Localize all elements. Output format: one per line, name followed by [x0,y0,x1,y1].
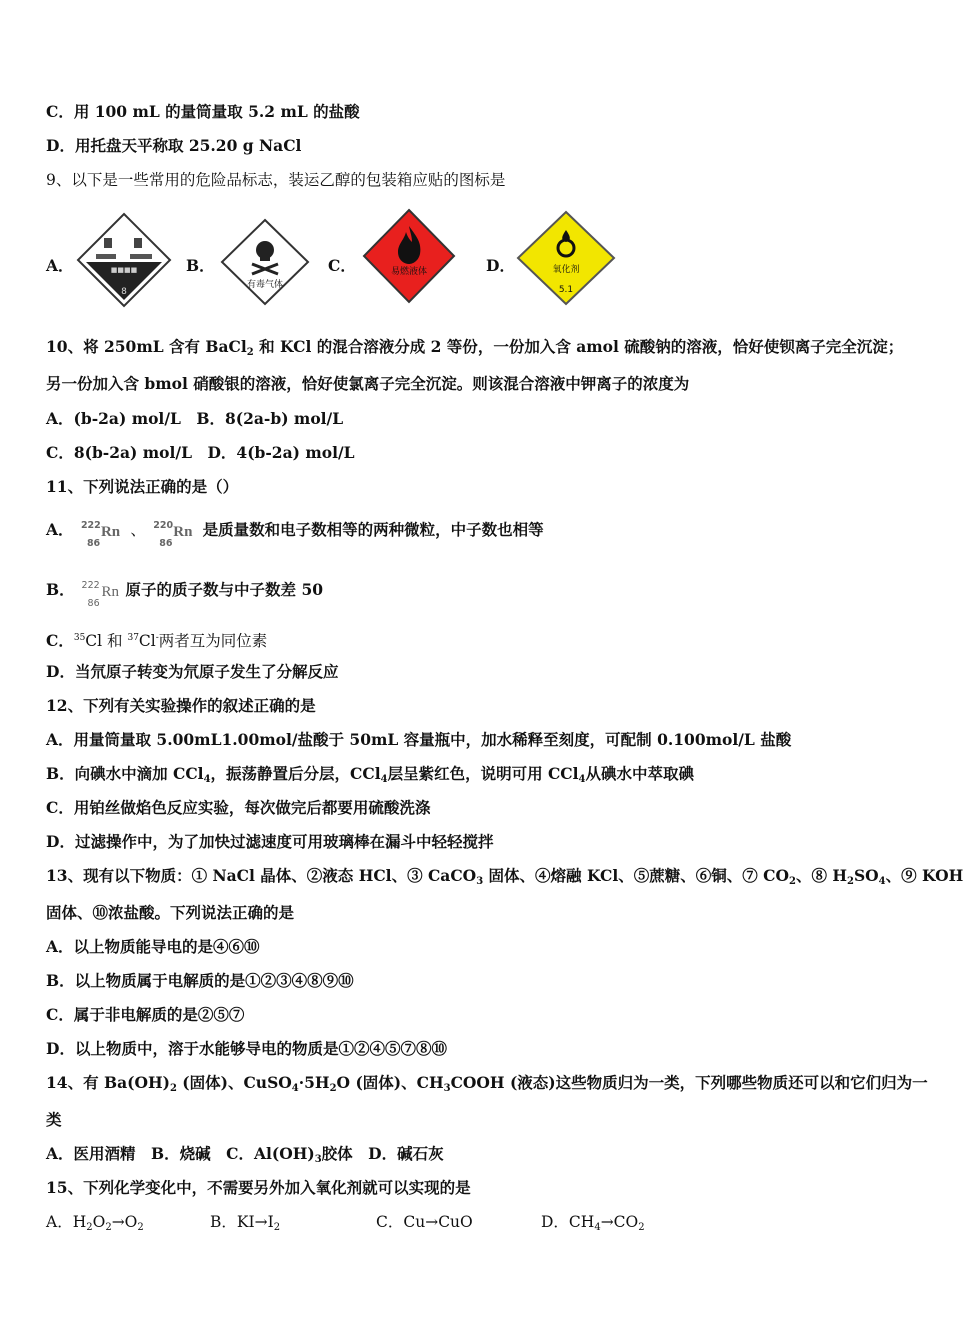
q11-option-a: A． 222 86 Rn 、 220 86 Rn 是质量数和电子数相等的两种微粒，中子数也相等 [46,520,544,549]
nuclide-rn-220: 220 86 Rn [153,520,193,549]
q11-option-d: D．当氘原子转变为氘原子发生了分解反应 [46,662,339,681]
q14-stem-line2: 类 [46,1110,62,1129]
q10-stem-line1: 10、将 250mL 含有 BaCl$_2$ 和 KCl 的混合溶液分成 2 等份，一份加入含 amol 硫酸钠的溶液，恰好使钡离子完全沉淀； [46,337,904,358]
q8-option-c: C．用 100 mL 的量筒量取 5.2 mL 的盐酸 [46,102,360,121]
q12-option-b: B．向碘水中滴加 CCl$_4$，振荡静置后分层，CCl$_4$层呈紫红色，说明可用 CCl$_4$从碘水中萃取碘 [46,764,695,785]
q13-stem-line2: 固体、⑩浓盐酸。下列说法正确的是 [46,903,295,922]
q9-option-c-letter: C． [328,256,356,275]
q10-options-cd: C．8(b-2a) mol/L D．4(b-2a) mol/L [46,443,355,462]
q15-option-b: B．$KI\to I_2$ [210,1213,281,1233]
q15-stem: 15、下列化学变化中，不需要另外加入氧化剂就可以实现的是 [46,1178,471,1197]
q9-option-d-letter: D． [486,256,515,275]
nuclide-rn-222-b: 222 86 Rn [81,580,120,609]
oxidizer-sign-icon [516,210,616,306]
q12-stem: 12、下列有关实验操作的叙述正确的是 [46,696,316,715]
flammable-liquid-sign-icon [362,208,456,304]
q9-d-class-number: 5.1 [558,285,574,295]
q10-options-ab: A．(b-2a) mol/L B．8(2a-b) mol/L [46,409,344,428]
q13-option-d: D．以上物质中，溶于水能够导电的物质是①②④⑤⑦⑧⑩ [46,1039,447,1058]
q9-option-b-letter: B． [186,256,215,275]
q9-b-sign-label: 有毒气体 [246,280,284,290]
q13-option-c: C．属于非电解质的是②⑤⑦ [46,1005,245,1024]
q12-option-a: A．用量筒量取 5.00mL1.00mol/盐酸于 50mL 容量瓶中，加水稀释至刻度，可配制 0.100mol/L 盐酸 [46,730,792,749]
q9-a-class-number: 8 [121,287,127,297]
q13-option-a: A．以上物质能导电的是④⑥⑩ [46,937,260,956]
toxic-gas-sign-icon [220,218,310,306]
q14-options: A．医用酒精 B．烧碱 C．$Al(OH)_3$胶体 D．碱石灰 [46,1144,444,1165]
corrosive-sign-icon [76,212,172,308]
q8-option-d: D．用托盘天平称取 25.20 g NaCl [46,136,302,155]
q15-option-c: C．Cu→CuO [376,1213,473,1231]
q15-option-a: A．$H_2O_2\to O_2$ [46,1213,144,1233]
q10-stem-line2: 另一份加入含 bmol 硝酸银的溶液，恰好使氯离子完全沉淀。则该混合溶液中钾离子的浓度为 [46,374,690,393]
svg-text:■■■■: ■■■■ [110,266,138,274]
q11-stem: 11、下列说法正确的是（） [46,477,239,496]
nuclide-rn-222: 222 86 Rn [80,520,121,549]
q13-option-b: B．以上物质属于电解质的是①②③④⑧⑨⑩ [46,971,354,990]
q11-option-b: B． 222 86 Rn 原子的质子数与中子数差 50 [46,580,324,609]
q12-option-c: C．用铂丝做焰色反应实验，每次做完后都要用硫酸洗涤 [46,798,431,817]
q9-d-sign-label: 氧化剂 [552,265,580,275]
q9-option-a-letter: A． [46,256,74,275]
q14-stem-line1: 14、有 $Ba(OH)_2$ (固体)、$CuSO_4\cdot 5H_2O$ (固体)、$CH_3COOH$ (液态)这些物质归为一类，下列哪些物质还可以和它们归为一 [46,1073,928,1094]
q9-stem: 9、以下是一些常用的危险品标志，装运乙醇的包装箱应贴的图标是 [46,171,506,189]
q15-option-d: D．$CH_4\to CO_2$ [541,1213,645,1233]
q13-stem-line1: 13、现有以下物质：① NaCl 晶体、②液态 HCl、③ CaCO$_3$ 固体、④熔融 KCl、⑤蔗糖、⑥铜、⑦ $CO_2$、⑧ $H_2SO_4$、⑨ KOH [46,866,963,887]
q9-c-sign-label: 易燃液体 [390,267,428,277]
q11-option-c: C．$^{35}$Cl 和 $^{37}$Cl-两者互为同位素 [46,631,268,650]
q12-option-d: D．过滤操作中，为了加快过滤速度可用玻璃棒在漏斗中轻轻搅拌 [46,832,494,851]
